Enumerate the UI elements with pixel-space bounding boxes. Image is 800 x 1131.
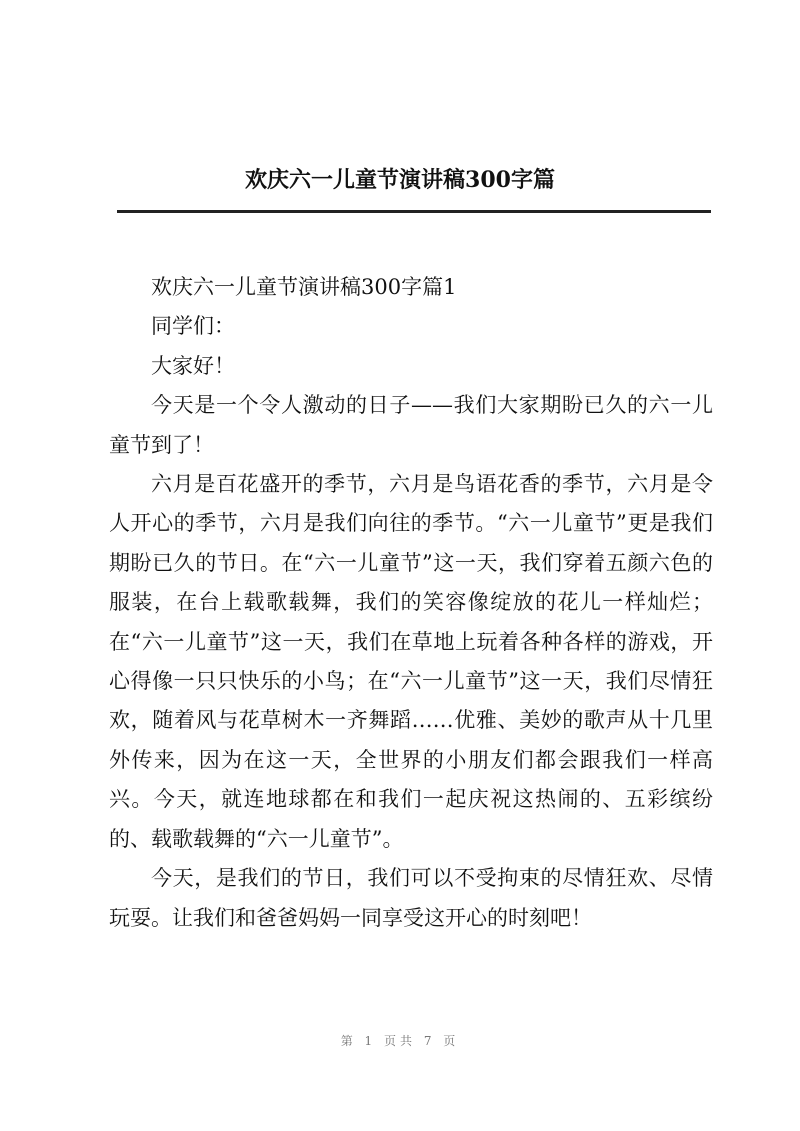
section-heading: 欢庆六一儿童节演讲稿300字篇1 <box>151 275 457 299</box>
salutation: 同学们： <box>151 314 235 339</box>
title-divider <box>117 210 711 213</box>
body-paragraph: 今天，是我们的节日，我们可以不受拘束的尽情狂欢、尽情玩耍。让我们和爸爸妈妈一同享受这开心的时刻吧！ <box>109 866 713 930</box>
greeting: 大家好！ <box>151 353 235 378</box>
document-body <box>109 268 713 938</box>
page-title: 欢庆六一儿童节演讲稿300字篇 <box>245 167 555 193</box>
body-paragraph: 今天是一个令人激动的日子——我们大家期盼已久的六一儿童节到了！ <box>109 393 713 457</box>
page-number-footer: 第 1 页共 7 页 <box>340 1034 460 1048</box>
body-paragraph: 六月是百花盛开的季节，六月是鸟语花香的季节，六月是令人开心的季节，六月是我们向往的季节。“六一儿童节”更是我们期盼已久的节日。在“六一儿童节”这一天，我们穿着五颜六色的服装，在台上载歌载舞，我们的笑容像绽放的花儿一样灿烂；在“六一儿童节”这一天，我们在草地上玩着各种各样的游戏，开心得像一只只快乐的小鸟；在“六一儿童节”这一天，我们尽情狂欢，随着风与花草树木一齐舞蹈……优雅、美妙的歌声从十几里外传来，因为在这一天，全世界的小朋友们都会跟我们一样高兴。今天，就连地球都在和我们一起庆祝这热闹的、五彩缤纷的、载歌载舞的“六一儿童节”。 <box>109 472 713 851</box>
